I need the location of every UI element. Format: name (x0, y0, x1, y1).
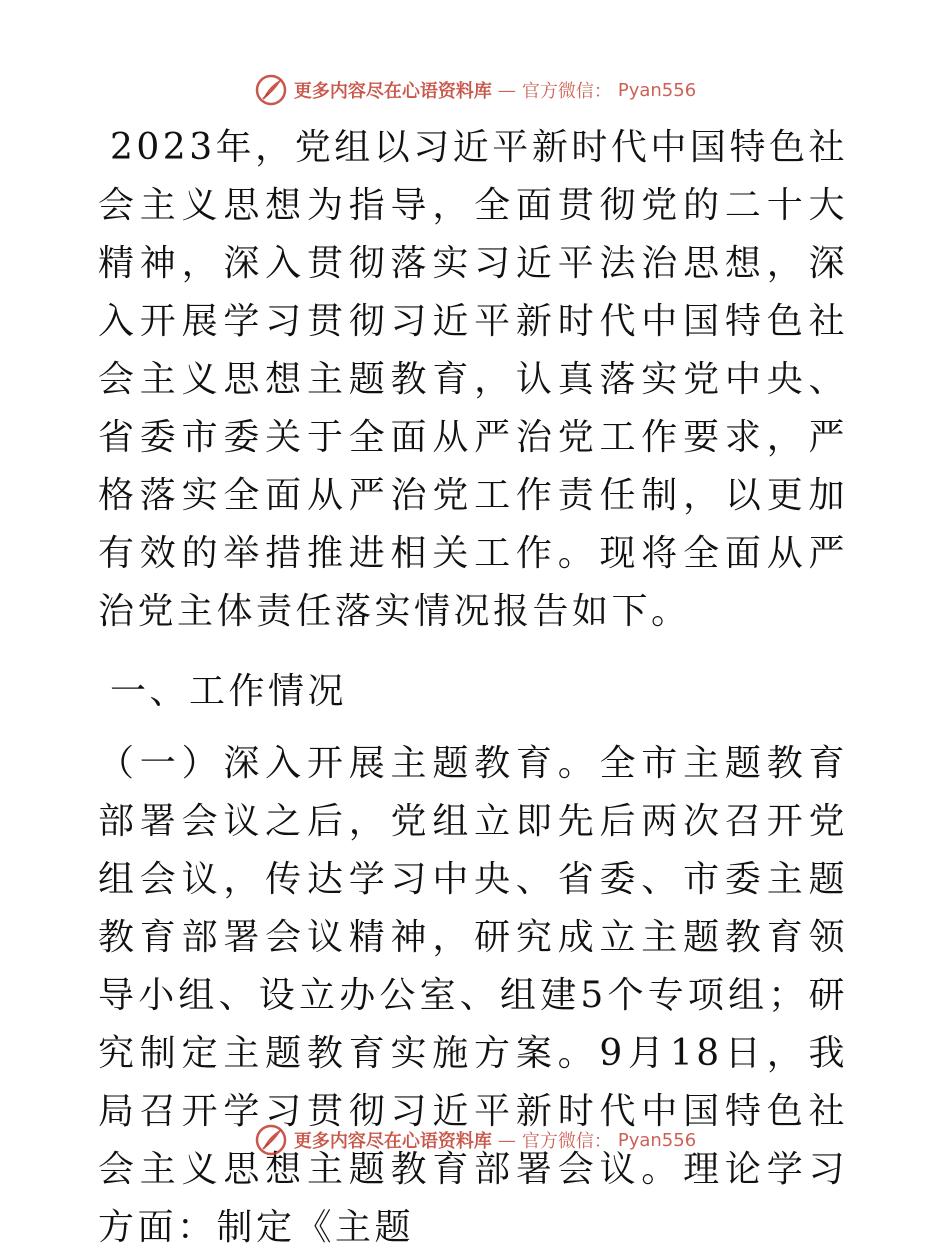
watermark-banner-bottom (0, 1120, 950, 1160)
watermark-contact-label: 官方微信： (521, 81, 612, 102)
watermark-text: 更多内容尽在心语资料库 (293, 81, 492, 102)
watermark-banner-top (0, 70, 950, 110)
intro-paragraph: 2023年，党组以习近平新时代中国特色社会主义思想为指导，全面贯彻党的二十大精神，深入贯彻落实习近平法治思想，深入开展学习贯彻习近平新时代中国特色社会主义思想主题教育，认真落实党中央、省委市委关于全面从严治党工作要求，严格落实全面从严治党工作责任制，以更加有效的举措推进相关工作。现将全面从严治党主体责任落实情况报告如下。 (98, 127, 848, 632)
watermark-text: 更多内容尽在心语资料库 (293, 1131, 492, 1152)
subsection-paragraph: （一）深入开展主题教育。全市主题教育部署会议之后，党组立即先后两次召开党组会议，传达学习中央、省委、市委主题教育部署会议精神，研究成立主题教育领导小组、设立办公室、组建5个专项组；研究制定主题教育实施方案。9月18日，我局召开学习贯彻习近平新时代中国特色社会主义思想主题教育部署会议。理论学习方面：制定《主题 (98, 743, 848, 1248)
watermark-separator: — (497, 1129, 516, 1151)
watermark-contact-id: Pyan556 (617, 1129, 697, 1151)
feather-quill-icon (254, 1123, 288, 1157)
watermark-contact-label: 官方微信： (521, 1131, 612, 1152)
watermark-separator: — (497, 79, 516, 101)
document-body (98, 119, 848, 1257)
feather-quill-icon (254, 73, 288, 107)
watermark-contact-id: Pyan556 (617, 79, 697, 101)
section-heading: 一、工作情况 (110, 671, 348, 712)
